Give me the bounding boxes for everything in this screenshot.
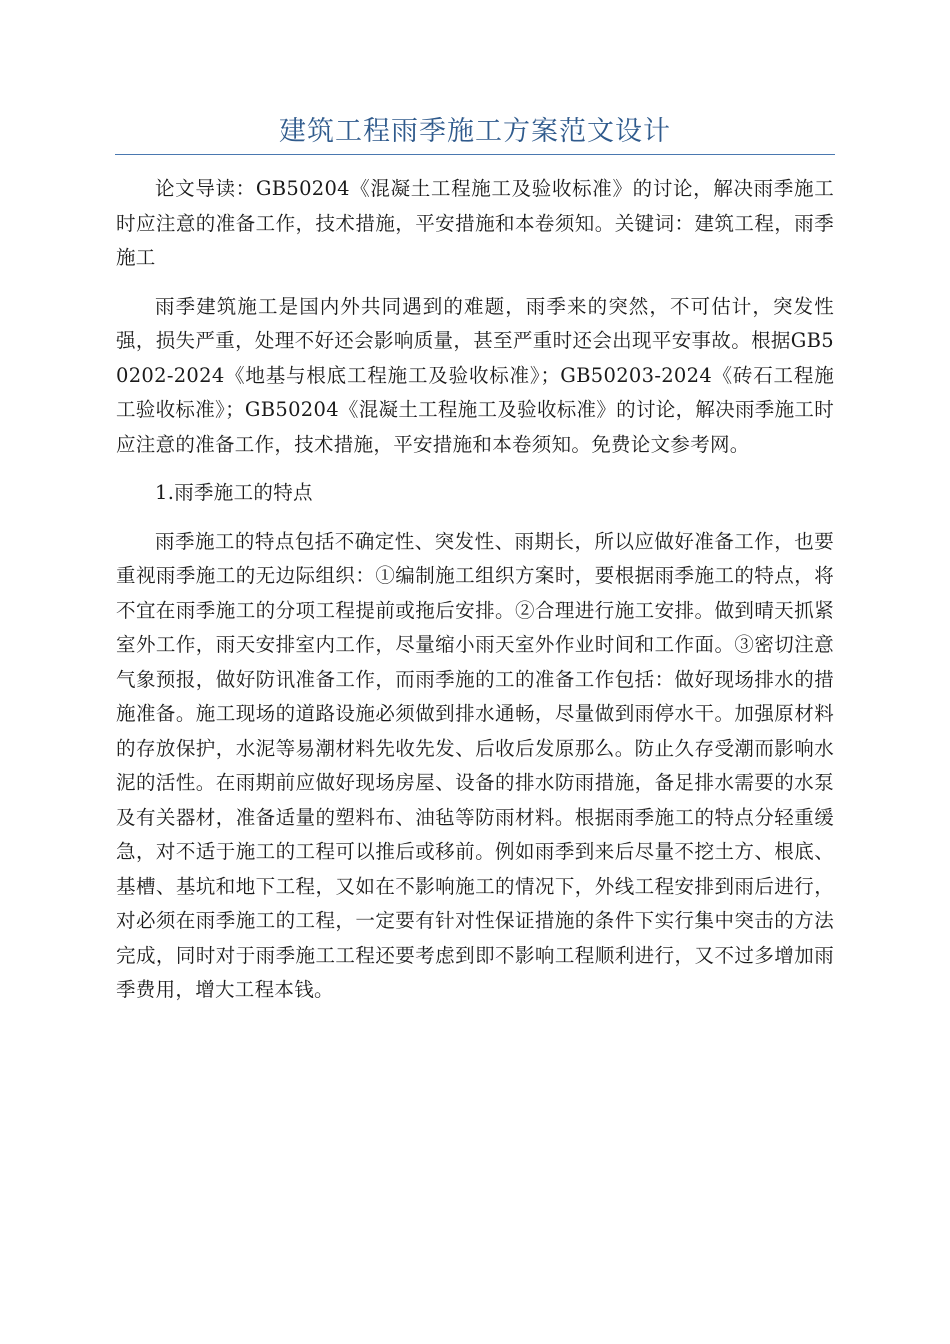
- abstract-paragraph: 论文导读：GB50204《混凝土工程施工及验收标准》的讨论，解决雨季施工时应注意的准备工作，技术措施，平安措施和本卷须知。关键词：建筑工程，雨季施工: [116, 177, 834, 269]
- document-body: [116, 172, 834, 1022]
- title-underline: [115, 154, 835, 155]
- document-title: 建筑工程雨季施工方案范文设计: [279, 116, 671, 147]
- body-paragraph: 雨季施工的特点包括不确定性、突发性、雨期长，所以应做好准备工作，也要重视雨季施工的无边际组织：①编制施工组织方案时，要根据雨季施工的特点，将不宜在雨季施工的分项工程提前或拖后安排。②合理进行施工安排。做到晴天抓紧室外工作，雨天安排室内工作，尽量缩小雨天室外作业时间和工作面。③密切注意气象预报，做好防讯准备工作，而雨季施的工的准备工作包括：做好现场排水的措施准备。施工现场的道路设施必须做到排水通畅，尽量做到雨停水干。加强原材料的存放保护，水泥等易潮材料先收先发、后收后发原那么。防止久存受潮而影响水泥的活性。在雨期前应做好现场房屋、设备的排水防雨措施，备足排水需要的水泵及有关器材，准备适量的塑料布、油毡等防雨材料。根据雨季施工的特点分轻重缓急，对不适于施工的工程可以推后或移前。例如雨季到来后尽量不挖土方、根底、基槽、基坑和地下工程，又如在不影响施工的情况下，外线工程安排到雨后进行，对必须在雨季施工的工程，一定要有针对性保证措施的条件下实行集中突击的方法完成，同时对于雨季施工工程还要考虑到即不影响工程顺利进行，又不过多增加雨季费用，增大工程本钱。: [116, 529, 834, 1001]
- section-heading: 1.雨季施工的特点: [155, 481, 313, 504]
- intro-paragraph: 雨季建筑施工是国内外共同遇到的难题，雨季来的突然，不可估计，突发性强，损失严重，处理不好还会影响质量，甚至严重时还会出现平安事故。根据GB50202-2024《地基与根底工程施工及验收标准》；GB50203-2024《砖石工程施工验收标准》；GB50204《混凝土工程施工及验收标准》的讨论，解决雨季施工时应注意的准备工作，技术措施，平安措施和本卷须知。免费论文参考网。: [116, 294, 834, 456]
